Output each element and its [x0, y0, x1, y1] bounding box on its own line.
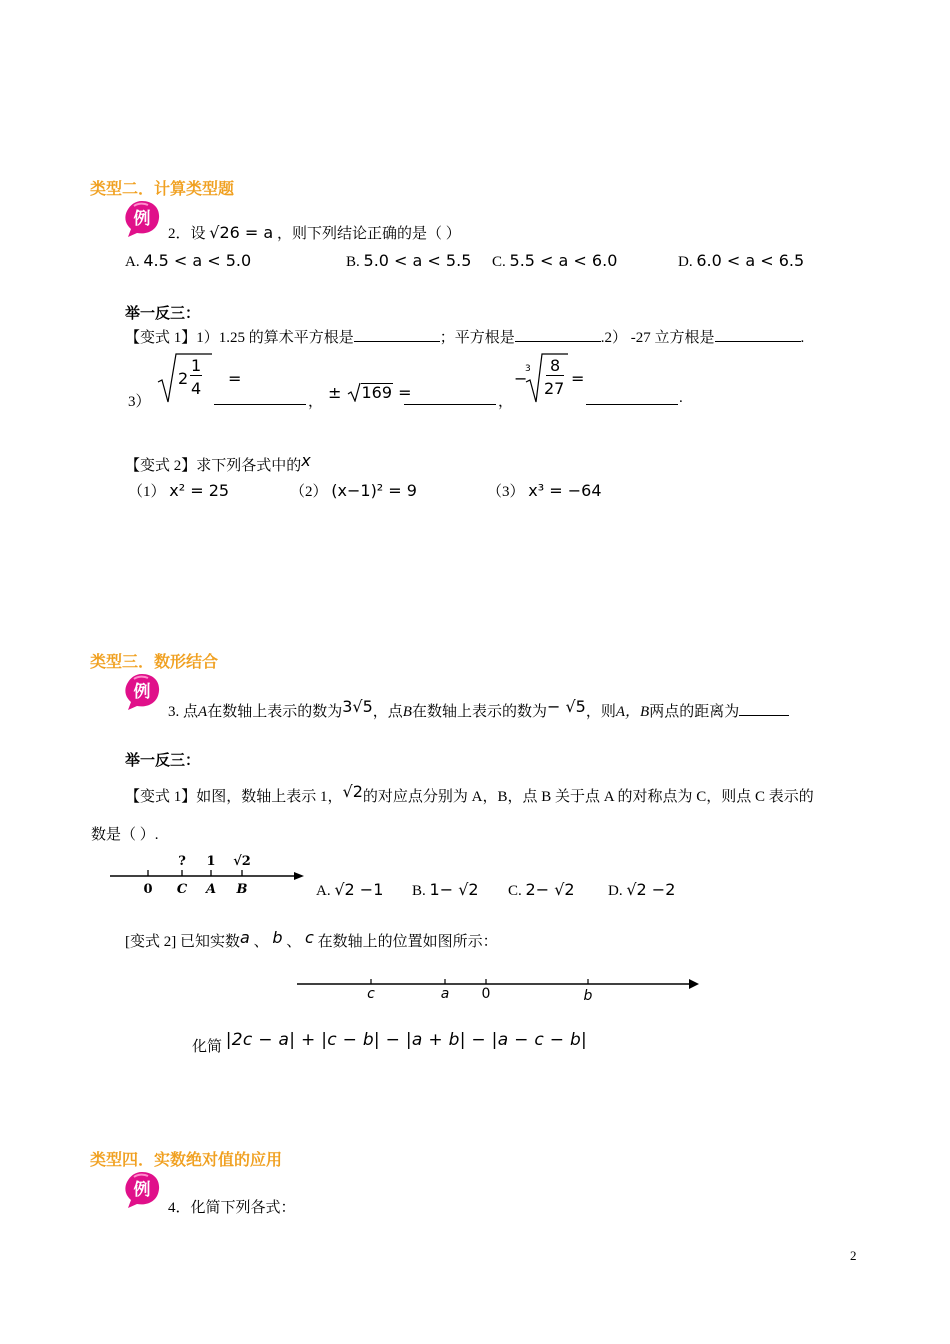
question-4: 4．化简下列各式：: [168, 1200, 296, 1216]
example-badge-icon: [122, 1169, 162, 1209]
v31-option-a: A. √2 −1: [316, 880, 384, 899]
v31-option-b: B. 1− √2: [412, 880, 479, 899]
answer-blank: [586, 390, 678, 405]
answer-blank: [739, 701, 789, 716]
number-line-figure-1: [108, 848, 308, 898]
variant-2-2: 【变式 2】求下列各式中的x: [125, 451, 311, 474]
variant-3-1-line2: 数是（ ）.: [91, 827, 159, 843]
svg-text:C: C: [176, 882, 188, 897]
svg-text:c: c: [367, 986, 375, 1002]
svg-text:b: b: [583, 988, 593, 1004]
question-3: 3. 点A在数轴上表示的数为3√5，点B在数轴上表示的数为− √5，则A，B两点的距离为: [168, 697, 789, 721]
q2-option-d: D. 6.0 < a < 6.5: [678, 251, 805, 270]
variant-3-1-line1: 【变式 1】如图，数轴上表示 1，√2的对应点分别为 A，B，点 B 关于点 A 的对称点为 C，则点 C 表示的: [125, 782, 814, 805]
section-heading-type-3: 类型三．数形结合: [90, 652, 219, 671]
example-badge-icon: [122, 198, 162, 238]
variant-3-2: [变式 2] 已知实数a 、 b 、 c 在数轴上的位置如图所示：: [125, 928, 498, 950]
svg-text:例: 例: [133, 682, 151, 702]
practice-title-3: 举一反三：: [125, 751, 201, 769]
svg-text:?: ?: [178, 854, 186, 869]
svg-text:a: a: [440, 986, 450, 1002]
svg-text:B: B: [236, 882, 248, 897]
variant-2-2-item-1: （1） x² = 25: [128, 481, 230, 500]
q2-equation: √26 = a: [209, 223, 274, 242]
svg-text:√2: √2: [233, 854, 251, 869]
question-2: 2．设 √26 = a ，则下列结论正确的是（ ）: [168, 223, 461, 242]
pm-sqrt-169: ± 169 =: [328, 383, 412, 402]
variant-2-2-item-3: （3） x³ = −64: [487, 481, 602, 500]
svg-text:0: 0: [481, 986, 491, 1002]
section-heading-type-4: 类型四．实数绝对值的应用: [90, 1150, 283, 1169]
section-heading-type-2: 类型二．计算类型题: [90, 179, 235, 198]
answer-blank: [515, 327, 601, 342]
q2-option-b: B. 5.0 < a < 5.5: [346, 251, 472, 270]
q2-option-c: C. 5.5 < a < 6.0: [492, 251, 618, 270]
page-number: 2: [850, 1248, 857, 1263]
answer-blank: [214, 390, 306, 405]
variant-2-1-line1: 【变式 1】1）1.25 的算术平方根是 ；平方根是 .2） -27 立方根是 .: [125, 326, 804, 347]
q2-option-a: A. 4.5 < a < 5.0: [125, 251, 252, 270]
answer-blank: [715, 327, 801, 342]
number-line-figure-2: [295, 974, 705, 1004]
answer-blank: [354, 327, 440, 342]
example-badge-icon: [122, 671, 162, 711]
svg-text:1: 1: [206, 854, 216, 869]
v31-option-c: C. 2− √2: [508, 880, 575, 899]
svg-text:例: 例: [133, 1180, 151, 1200]
answer-blank: [404, 390, 496, 405]
svg-text:例: 例: [133, 209, 151, 229]
practice-title-2: 举一反三：: [125, 304, 201, 322]
variant-2-2-item-2: （2） (x−1)² = 9: [290, 481, 417, 500]
svg-text:A: A: [205, 882, 217, 897]
v31-option-d: D. √2 −2: [608, 880, 676, 899]
simplify-expression: 化简 |2c − a| + |c − b| − |a + b| − |a − c − b|: [192, 1030, 588, 1055]
svg-text:0: 0: [143, 882, 153, 897]
